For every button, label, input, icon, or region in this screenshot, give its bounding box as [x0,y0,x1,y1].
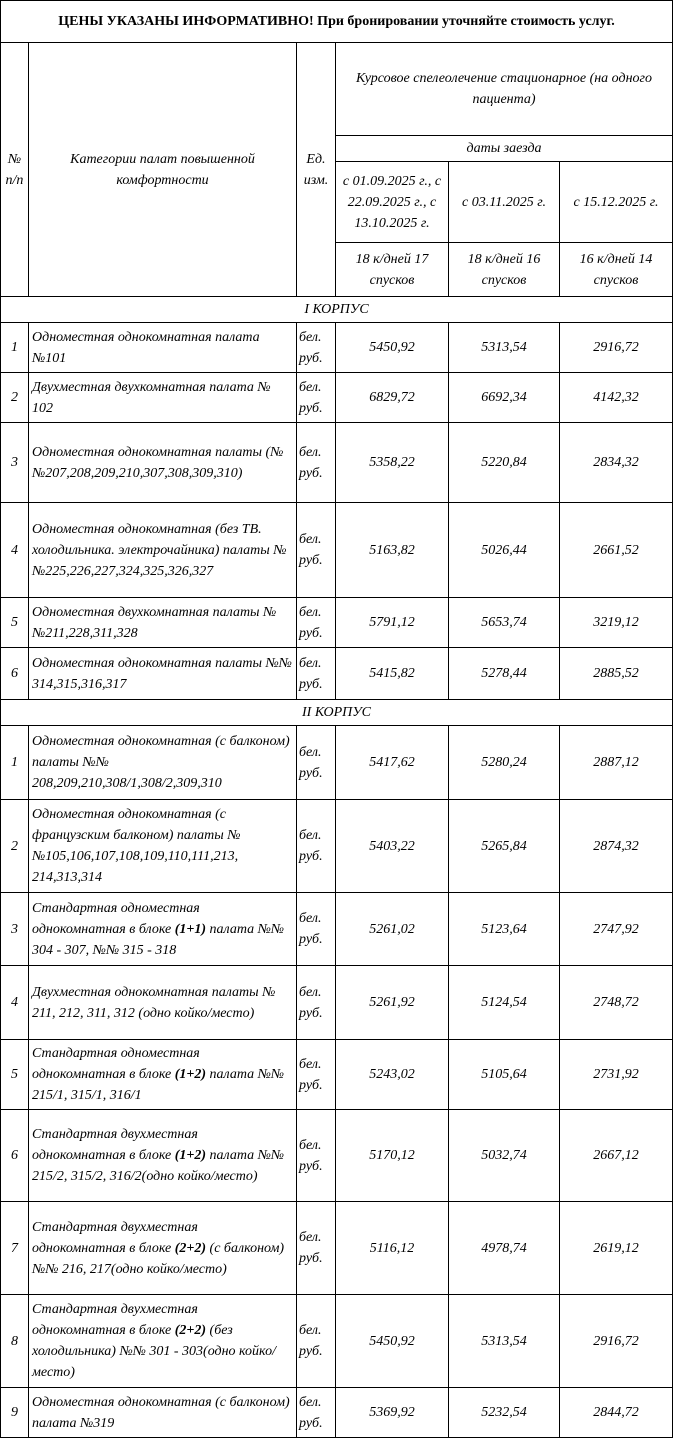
header-duration-1: 18 к/дней 17 спусков [336,243,449,297]
unit-of-measure: бел. руб. [297,1110,336,1202]
price-date-3: 2661,52 [560,503,673,598]
price-date-2: 6692,34 [449,373,560,423]
unit-of-measure: бел. руб. [297,1295,336,1388]
room-category: Одноместная однокомнатная палаты (№№207,208,209,210,307,308,309,310) [29,423,297,503]
price-date-1: 5358,22 [336,423,449,503]
room-category: Двухместная однокомнатная палаты № 211, 212, 311, 312 (одно койко/место) [29,966,297,1040]
unit-of-measure: бел. руб. [297,966,336,1040]
table-row [1,323,673,373]
row-number: 6 [1,648,29,700]
section-row [1,297,673,323]
price-date-2: 5220,84 [449,423,560,503]
price-date-1: 5243,02 [336,1040,449,1110]
price-date-3: 2874,32 [560,800,673,893]
price-date-2: 5026,44 [449,503,560,598]
price-date-2: 5278,44 [449,648,560,700]
price-date-1: 5261,02 [336,893,449,966]
row-number: 4 [1,966,29,1040]
price-date-1: 5170,12 [336,1110,449,1202]
table-row [1,966,673,1040]
price-date-2: 5313,54 [449,323,560,373]
row-number: 6 [1,1110,29,1202]
price-date-3: 2844,72 [560,1388,673,1438]
price-date-3: 2667,12 [560,1110,673,1202]
price-date-2: 5653,74 [449,598,560,648]
table-row [1,1388,673,1438]
header-dates-label: даты заезда [336,136,673,162]
price-date-3: 2916,72 [560,323,673,373]
unit-of-measure: бел. руб. [297,323,336,373]
price-date-1: 5116,12 [336,1202,449,1295]
room-category-text: Стандартная двухместная однокомнатная в блоке [32,1127,198,1163]
unit-of-measure: бел. руб. [297,1040,336,1110]
price-date-1: 5261,92 [336,966,449,1040]
row-number: 9 [1,1388,29,1438]
room-category: Одноместная однокомнатная (с балконом) палата №319 [29,1388,297,1438]
price-date-1: 5163,82 [336,503,449,598]
table-row [1,598,673,648]
block-type: (2+2) [174,1240,207,1256]
price-date-3: 2731,92 [560,1040,673,1110]
header-date-3: с 15.12.2025 г. [560,162,673,243]
block-type: (1+2) [174,1067,207,1082]
row-number: 4 [1,503,29,598]
room-category: Одноместная однокомнатная (без ТВ. холодильника. электрочайника) палаты №№225,226,227,324,325,326,327 [29,503,297,598]
table-row [1,1040,673,1110]
room-category [29,1040,297,1110]
price-date-1: 6829,72 [336,373,449,423]
row-number: 2 [1,373,29,423]
row-number: 5 [1,598,29,648]
room-category: Одноместная однокомнатная (с балконом) палаты №№ 208,209,210,308/1,308/2,309,310 [29,726,297,800]
header-date-1: с 01.09.2025 г., с 22.09.2025 г., с 13.10.2025 г. [336,162,449,243]
unit-of-measure: бел. руб. [297,423,336,503]
price-date-2: 5105,64 [449,1040,560,1110]
table-row [1,503,673,598]
price-date-3: 3219,12 [560,598,673,648]
table-row [1,800,673,893]
row-number: 5 [1,1040,29,1110]
price-date-3: 2619,12 [560,1202,673,1295]
header-num: № п/п [1,43,29,297]
section-title: I КОРПУС [1,297,673,323]
room-category: Одноместная однокомнатная (с французским балконом) палаты №№105,106,107,108,109,110,111,213, 214,313,314 [29,800,297,893]
section-title: II КОРПУС [1,700,673,726]
price-date-2: 5232,54 [449,1388,560,1438]
header-category: Категории палат повышенной комфортности [29,43,297,297]
price-date-2: 5123,64 [449,893,560,966]
price-date-2: 5124,54 [449,966,560,1040]
table-row [1,423,673,503]
price-date-3: 2834,32 [560,423,673,503]
room-category-rest: палата №№ 215/2, 315/2, 316/2(одно койко/место) [32,1148,285,1184]
table-row [1,726,673,800]
table-row [1,1110,673,1202]
unit-of-measure: бел. руб. [297,1202,336,1295]
table-row [1,893,673,966]
room-category-text: Стандартная одноместная однокомнатная в блоке [32,900,200,937]
room-category [29,1295,297,1388]
row-number: 7 [1,1202,29,1295]
unit-of-measure: бел. руб. [297,893,336,966]
price-date-3: 2885,52 [560,648,673,700]
price-date-2: 5280,24 [449,726,560,800]
row-number: 8 [1,1295,29,1388]
price-date-1: 5415,82 [336,648,449,700]
row-number: 3 [1,423,29,503]
price-date-2: 5265,84 [449,800,560,893]
room-category: Одноместная однокомнатная палата №101 [29,323,297,373]
header-unit: Ед. изм. [297,43,336,297]
section-row [1,700,673,726]
price-date-1: 5417,62 [336,726,449,800]
table-row [1,1295,673,1388]
price-date-1: 5369,92 [336,1388,449,1438]
room-category-rest: палата №№ 215/1, 315/1, 316/1 [32,1067,285,1103]
header-treatment: Курсовое спелеолечение стационарное (на одного пациента) [336,43,673,136]
room-category [29,893,297,966]
room-category: Одноместная двухкомнатная палаты №№211,228,311,328 [29,598,297,648]
price-notice: ЦЕНЫ УКАЗАНЫ ИНФОРМАТИВНО! При бронировании уточняйте стоимость услуг. [1,1,673,43]
price-date-3: 2748,72 [560,966,673,1040]
unit-of-measure: бел. руб. [297,648,336,700]
price-date-2: 5032,74 [449,1110,560,1202]
room-category-text: Стандартная двухместная однокомнатная в блоке [32,1219,198,1256]
room-category-text: Стандартная двухместная однокомнатная в блоке [32,1302,198,1338]
price-date-3: 2747,92 [560,893,673,966]
row-number: 1 [1,726,29,800]
block-type: (1+2) [174,1148,207,1163]
header-duration-2: 18 к/дней 16 спусков [449,243,560,297]
header-date-2: с 03.11.2025 г. [449,162,560,243]
price-date-1: 5450,92 [336,1295,449,1388]
room-category [29,1110,297,1202]
room-category: Двухместная двухкомнатная палата № 102 [29,373,297,423]
unit-of-measure: бел. руб. [297,598,336,648]
unit-of-measure: бел. руб. [297,800,336,893]
price-date-2: 4978,74 [449,1202,560,1295]
price-date-2: 5313,54 [449,1295,560,1388]
header-duration-3: 16 к/дней 14 спусков [560,243,673,297]
price-date-3: 2887,12 [560,726,673,800]
table-row [1,1202,673,1295]
price-date-1: 5450,92 [336,323,449,373]
room-category-rest: палата №№ 304 - 307, №№ 315 - 318 [32,921,285,958]
room-category-rest: (с балконом) №№ 216, 217(одно койко/место) [32,1240,285,1277]
row-number: 2 [1,800,29,893]
price-date-1: 5403,22 [336,800,449,893]
row-number: 1 [1,323,29,373]
price-date-1: 5791,12 [336,598,449,648]
table-row [1,648,673,700]
room-category: Одноместная однокомнатная палаты №№ 314,315,316,317 [29,648,297,700]
unit-of-measure: бел. руб. [297,503,336,598]
unit-of-measure: бел. руб. [297,726,336,800]
unit-of-measure: бел. руб. [297,373,336,423]
table-row [1,373,673,423]
unit-of-measure: бел. руб. [297,1388,336,1438]
room-category-rest: (без холодильника) №№ 301 - 303(одно койко/место) [32,1323,276,1380]
price-date-3: 4142,32 [560,373,673,423]
room-category [29,1202,297,1295]
room-category-text: Стандартная одноместная однокомнатная в блоке [32,1046,200,1082]
price-date-3: 2916,72 [560,1295,673,1388]
block-type: (1+1) [174,921,207,937]
block-type: (2+2) [174,1323,207,1338]
row-number: 3 [1,893,29,966]
